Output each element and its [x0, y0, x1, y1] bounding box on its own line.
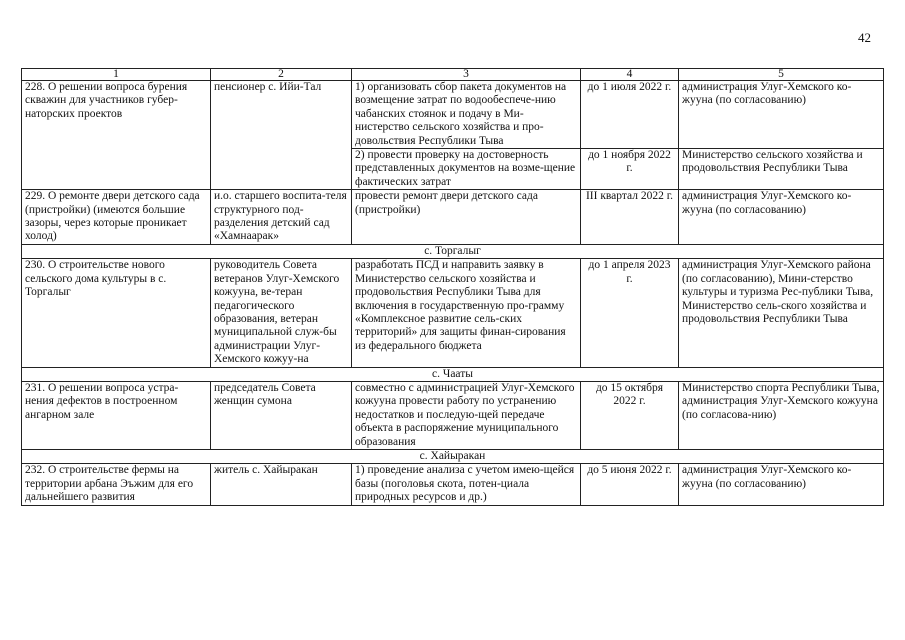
issue-cell: 232. О строительстве фермы на территории арбана Эъжим для его дальнейшего развития	[22, 464, 211, 505]
deadline-cell: до 1 апреля 2023 г.	[581, 259, 679, 367]
responsible-cell: администрация Улуг-Хемского района (по согласованию), Мини-стерство культуры и туризма Рес-публики Тыва, Министерство сель-ского хозяйства и продовольствия Республики Тыва	[679, 259, 884, 367]
table-row	[22, 190, 884, 245]
responsible-cell: Министерство сельского хозяйства и продовольствия Республики Тыва	[679, 149, 884, 190]
section-heading: с. Хайыракан	[22, 449, 884, 463]
column-number: 4	[581, 69, 679, 81]
action-cell: 1) проведение анализа с учетом имею-щейся базы (поголовья скота, потен-циала природных ресурсов и др.)	[352, 464, 581, 505]
responsible-cell: администрация Улуг-Хемского ко-жууна (по согласованию)	[679, 190, 884, 245]
section-row	[22, 449, 884, 463]
issue-cell: 228. О решении вопроса бурения скважин для участников губер-наторских проектов	[22, 81, 211, 190]
table-row	[22, 81, 884, 149]
issue-cell: 230. О строительстве нового сельского дома культуры в с. Торгалыг	[22, 259, 211, 367]
initiator-cell: руководитель Совета ветеранов Улуг-Хемского кожууна, ве-теран педагогического образования, ветеран муниципальной служ-бы администрации Улуг-Хемского кожуу-на	[211, 259, 352, 367]
responsible-cell: Министерство спорта Республики Тыва, администрация Улуг-Хемского кожууна (по согласова-нию)	[679, 381, 884, 449]
responsible-cell: администрация Улуг-Хемского ко-жууна (по согласованию)	[679, 81, 884, 149]
column-number: 5	[679, 69, 884, 81]
action-cell: провести ремонт двери детского сада (пристройки)	[352, 190, 581, 245]
responsible-cell: администрация Улуг-Хемского ко-жууна (по согласованию)	[679, 464, 884, 505]
action-cell: 1) организовать сбор пакета документов на возмещение затрат по водообеспече-нию чабанских стоянок и подачу в Ми-нистерство сельского хозяйства и про-довольствия Республики Тыва	[352, 81, 581, 149]
deadline-cell: до 1 июля 2022 г.	[581, 81, 679, 149]
column-number: 1	[22, 69, 211, 81]
section-heading: с. Чааты	[22, 367, 884, 381]
initiator-cell: и.о. старшего воспита-теля структурного под-разделения детский сад «Хамнаарак»	[211, 190, 352, 245]
table-row	[22, 381, 884, 449]
initiator-cell: председатель Совета женщин сумона	[211, 381, 352, 449]
page-number: 42	[858, 30, 871, 45]
initiator-cell: житель с. Хайыракан	[211, 464, 352, 505]
table-row	[22, 259, 884, 367]
deadline-cell: до 5 июня 2022 г.	[581, 464, 679, 505]
deadline-cell: III квартал 2022 г.	[581, 190, 679, 245]
section-row	[22, 367, 884, 381]
initiator-cell: пенсионер с. Ийи-Тал	[211, 81, 352, 190]
column-number: 2	[211, 69, 352, 81]
section-heading: с. Торгалыг	[22, 244, 884, 258]
section-row	[22, 244, 884, 258]
action-cell: 2) провести проверку на достоверность представленных документов на возме-щение фактических затрат	[352, 149, 581, 190]
issue-cell: 229. О ремонте двери детского сада (пристройки) (имеются большие зазоры, через которые проникает холод)	[22, 190, 211, 245]
action-cell: разработать ПСД и направить заявку в Министерство сельского хозяйства и продовольствия Республики Тыва для включения в государственную про-грамму «Комплексное развитие сель-ских территорий» для защиты финан-сирования из федерального бюджета	[352, 259, 581, 367]
column-number-row	[22, 69, 884, 81]
column-number: 3	[352, 69, 581, 81]
issue-cell: 231. О решении вопроса устра-нения дефектов в построенном ангарном зале	[22, 381, 211, 449]
decisions-table	[21, 68, 884, 506]
action-cell: совместно с администрацией Улуг-Хемского кожууна провести работу по устранению недостатков и последую-щей передаче объекта в распоряжение муниципального образования	[352, 381, 581, 449]
deadline-cell: до 1 ноября 2022 г.	[581, 149, 679, 190]
table-row	[22, 464, 884, 505]
deadline-cell: до 15 октября 2022 г.	[581, 381, 679, 449]
